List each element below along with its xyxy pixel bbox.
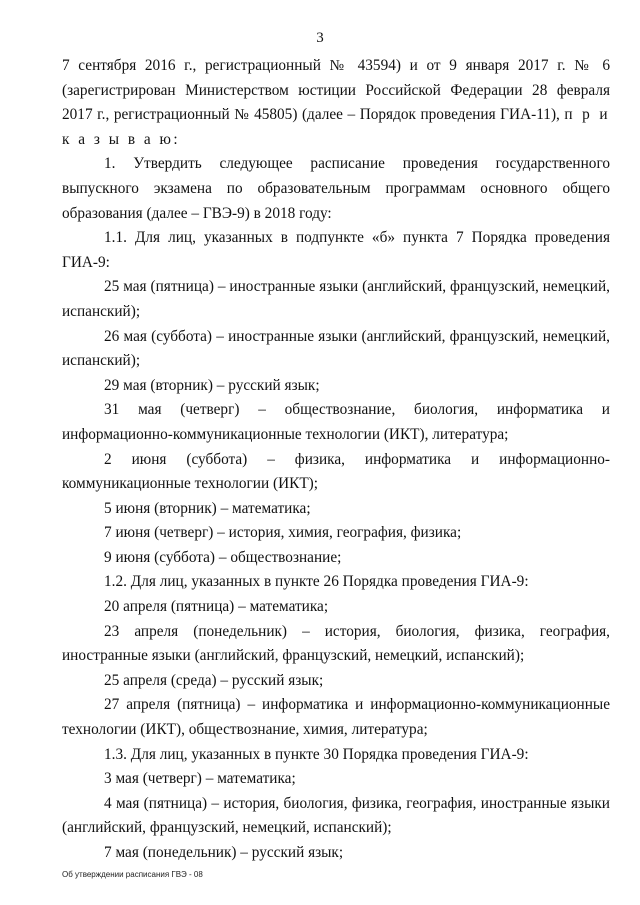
order-word: п р и к а з ы в а ю: [62,106,611,148]
paragraph-approve: 1. Утвердить следующее расписание проведения государственного выпускного экзамена по образовательным программам основного общего образования (далее – ГВЭ-9) в 2018 году: [62,155,610,222]
schedule-item: 9 июня (суббота) – обществознание; [104,548,342,566]
schedule-item: 26 мая (суббота) – иностранные языки (английский, французский, немецкий, испанский); [62,327,610,370]
section-heading-1-2: 1.2. Для лиц, указанных в пункте 26 Порядка проведения ГИА-9: [104,573,529,591]
schedule-item: 27 апреля (пятница) – информатика и информационно-коммуникационные технологии (ИКТ), обществознание, химия, литература; [62,696,610,739]
section-heading-1-3: 1.3. Для лиц, указанных в пункте 30 Порядка проведения ГИА-9: [104,745,529,763]
schedule-item: 5 июня (вторник) – математика; [104,499,311,517]
schedule-item: 20 апреля (пятница) – математика; [104,598,329,616]
footer-note: Об утверждении расписания ГВЭ - 08 [62,870,203,879]
schedule-item: 7 июня (четверг) – история, химия, география, физика; [104,524,462,542]
schedule-item: 3 мая (четверг) – математика; [104,770,296,788]
schedule-item: 25 апреля (среда) – русский язык; [104,671,324,689]
intro-paragraph [62,54,610,152]
document-body [62,54,610,866]
page-number: 3 [316,30,324,46]
schedule-item: 31 мая (четверг) – обществознание, биология, информатика и информационно-коммуникационные технологии (ИКТ), литература; [62,401,610,443]
schedule-item: 25 мая (пятница) – иностранные языки (английский, французский, немецкий, испанский); [62,278,610,320]
schedule-item: 4 мая (пятница) – история, биология, физика, география, иностранные языки (английский, французский, немецкий, испанский); [62,794,610,837]
schedule-item: 7 мая (понедельник) – русский язык; [104,844,344,861]
schedule-item: 2 июня (суббота) – физика, информатика и информационно-коммуникационные технологии (ИКТ); [62,450,610,493]
intro-text: 7 сентября 2016 г., регистрационный № 43594) и от 9 января 2017 г. № 6 (зарегистрирован Министерством юстиции Российской Федерации 28 февраля 2017 г., регистрационный № 45805) (далее – Порядок проведения ГИА-11), [62,57,610,124]
schedule-item: 29 мая (вторник) – русский язык; [104,376,320,394]
schedule-item: 23 апреля (понедельник) – история, биология, физика, география, иностранные языки (английский, французский, немецкий, испанский); [62,622,610,665]
section-heading-1-1: 1.1. Для лиц, указанных в подпункте «б» пункта 7 Порядка проведения ГИА-9: [62,229,610,271]
